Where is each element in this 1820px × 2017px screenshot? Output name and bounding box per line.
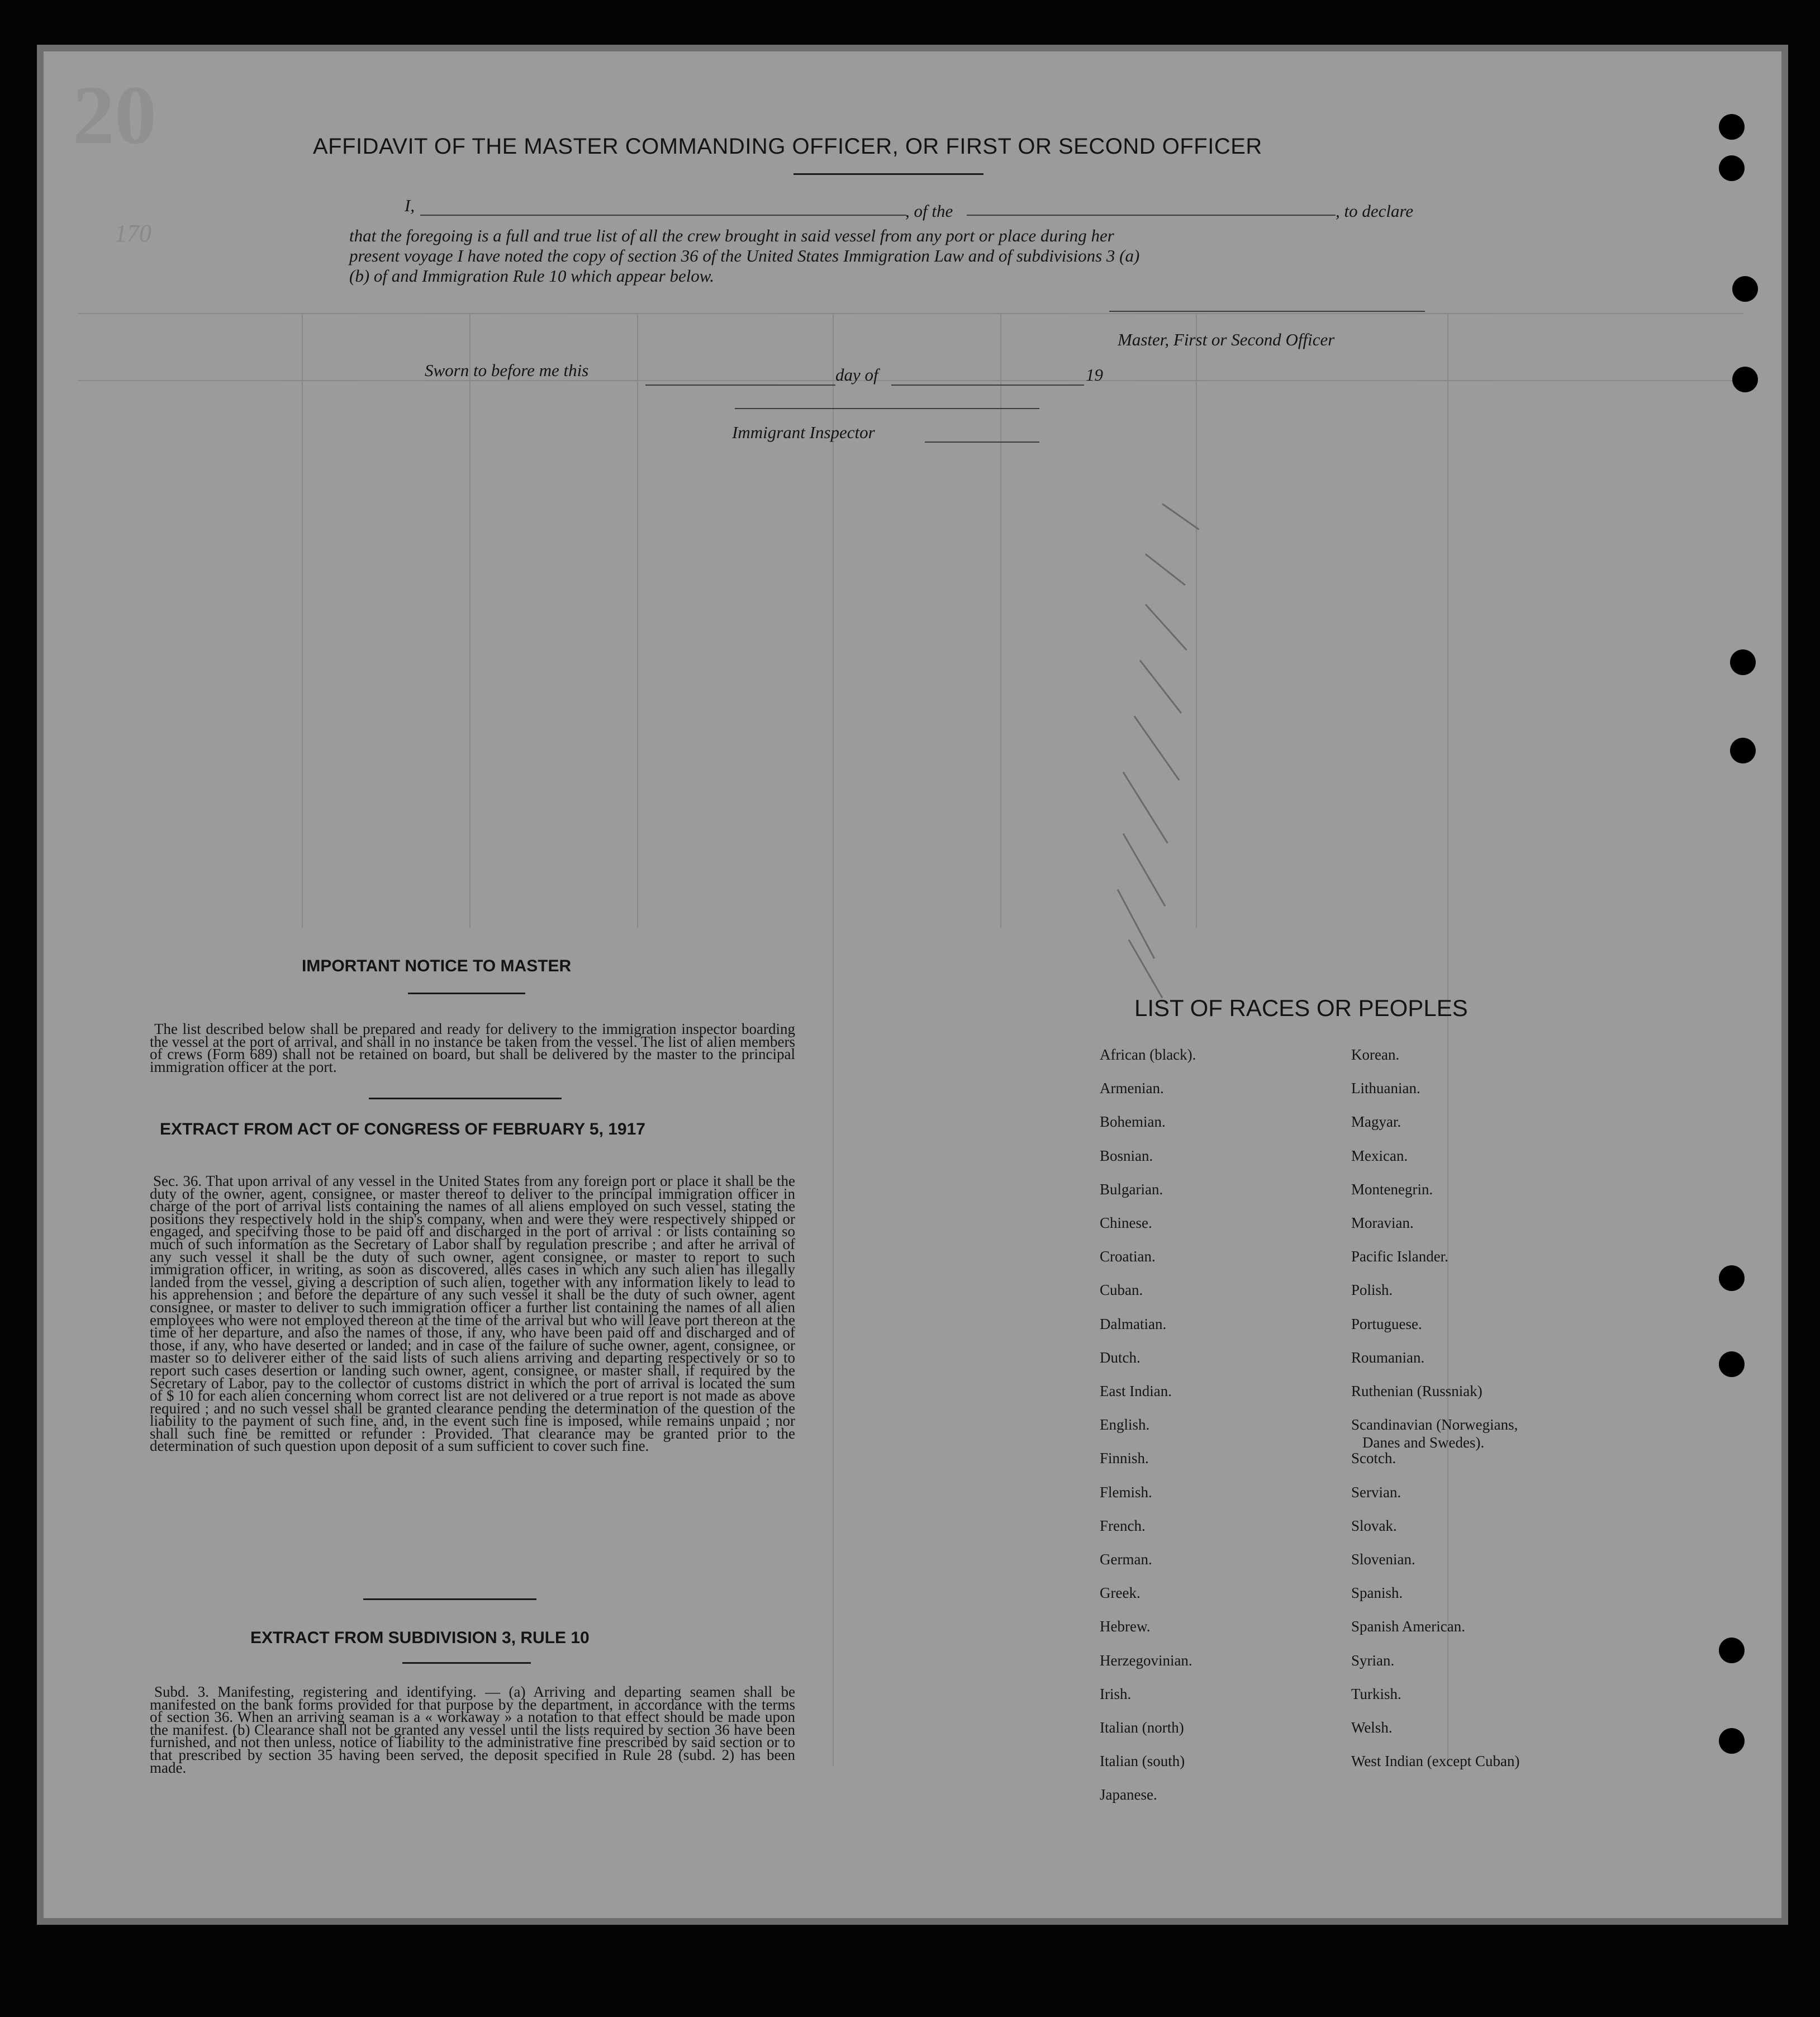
race-item: Dalmatian. [1100,1315,1167,1332]
race-item: Spanish. [1351,1584,1403,1602]
race-item: Lithuanian. [1351,1080,1420,1097]
punch-hole [1719,1728,1745,1754]
notice-body: The list described below shall be prepared and ready for delivery to the immigration inspector boarding the vessel at the port of arrival, and shall in no instance be taken from the vessel. The list of alien members of crews (Form 689) shall not be retained on board, but shall be delivered by the master to the principal immigration officer at the port. [150,1021,795,1075]
race-item: Roumanian. [1351,1349,1425,1366]
sworn-day-field[interactable] [645,385,835,386]
bleed-through-number: 170 [115,220,151,247]
title-underline [793,173,983,175]
race-item: Turkish. [1351,1685,1401,1702]
sworn-month-field[interactable] [891,385,1084,386]
race-item: Welsh. [1351,1719,1393,1736]
race-item: Magyar. [1351,1113,1401,1131]
punch-hole [1719,155,1745,181]
race-item: Flemish. [1100,1483,1152,1501]
inspector-label: Immigrant Inspector [732,423,875,442]
act-divider [363,1598,536,1600]
race-item: Mexican. [1351,1147,1408,1164]
name-field[interactable] [420,215,906,216]
signature-label: Master, First or Second Officer [1118,330,1335,349]
race-item: Bosnian. [1100,1147,1153,1164]
affidavit-line1-start: I, [405,196,415,215]
race-item: Dutch. [1100,1349,1141,1366]
race-item: Japanese. [1100,1786,1157,1804]
notice-heading: IMPORTANT NOTICE TO MASTER [302,957,572,975]
punch-hole [1732,276,1758,302]
race-item: Cuban. [1100,1282,1143,1299]
act-heading: EXTRACT FROM ACT OF CONGRESS OF FEBRUARY 5, 1917 [160,1120,645,1138]
race-item: Bulgarian. [1100,1180,1163,1198]
affidavit-title: AFFIDAVIT OF THE MASTER COMMANDING OFFICER, OR FIRST OR SECOND OFFICER [313,134,1262,159]
race-item: African (black). [1100,1046,1196,1063]
race-item: Slovak. [1351,1517,1397,1534]
race-item: Portuguese. [1351,1315,1422,1332]
race-item: Syrian. [1351,1651,1395,1669]
race-item: French. [1100,1517,1146,1534]
affidavit-line1-end: , to declare [1336,201,1414,221]
punch-hole [1719,1638,1745,1663]
race-item: Danes and Swedes). [1362,1434,1485,1451]
affidavit-line3: present voyage I have noted the copy of section 36 of the United States Immigration Law and of subdivisions 3 (a) [349,246,1140,265]
race-item: English. [1100,1416,1150,1434]
race-item: Moravian. [1351,1214,1414,1231]
race-item: Scandinavian (Norwegians, [1351,1416,1518,1434]
rule-heading: EXTRACT FROM SUBDIVISION 3, RULE 10 [250,1629,590,1647]
inspector-signature-field[interactable] [735,408,1039,409]
rule-underline [402,1662,531,1664]
race-item: Chinese. [1100,1214,1152,1231]
affidavit-line2: that the foregoing is a full and true list of all the crew brought in said vessel from any port or place during her [349,226,1114,245]
race-item: Servian. [1351,1483,1401,1501]
race-item: Armenian. [1100,1080,1164,1097]
race-item: Hebrew. [1100,1618,1151,1635]
race-item: Croatian. [1100,1248,1156,1265]
punch-hole [1732,367,1758,392]
punch-hole [1719,1351,1745,1377]
affidavit-line1-mid: , of the [905,201,953,221]
vessel-field[interactable] [967,215,1336,216]
races-heading: LIST OF RACES OR PEOPLES [1134,995,1468,1021]
race-item: Greek. [1100,1584,1141,1602]
race-item: Italian (south) [1100,1753,1185,1770]
race-item: Spanish American. [1351,1618,1465,1635]
sworn-day-of: day of [835,365,878,385]
punch-hole [1730,738,1756,763]
race-item: Montenegrin. [1351,1180,1433,1198]
race-item: West Indian (except Cuban) [1351,1753,1520,1770]
race-item: Slovenian. [1351,1551,1415,1568]
race-item: Italian (north) [1100,1719,1184,1736]
act-body: Sec. 36. That upon arrival of any vessel in the United States from any foreign port or place it shall be the duty of the owner, agent, consignee, or master thereof to deliver to the principal immigration officer in charge of the port of arrival lists containing the names of all aliens employed on such vessel, stating the positions they respectively hold in the ship's company, when and were they were respectively shipped or engaged, and specifving those to be paid off and discharged in the port of arrival : or lists containing so much of such information as the Secretary of Labor shall by regulation prescribe ; and after he arrival of any such vessel it shall be the duty of such owner, agent consignee, or master to report to such immigration officer, in writing, as soon as discovered, alles cases in which any such alien has illegally landed from the vessel, giving a description of such alien, together with any information likely to lead to his apprehension ; and before the departure of any such vessel it shall be the duty of such owner, agent consignee, or master to deliver to such immigration officer a further list containing the names of all alien employees who were not employed thereon at the time of the arrival but who will leave port thereon at the time of her departure, and also the names of those, if any, who have been paid off and discharged and of those, if any, who have deserted or landed; and in case of the failure of suche owner, agent, consignee, or master so to deliverer either of the said lists of such aliens arriving and departing respectively or so to report such cases desertion or landing such owner, agent, consignee, or master shall, if required by the Secretary of Labor, pay to the collector of customs district in which the port of arrival is located the sum of $ 10 for each alien concerning whom correct list are not delivered or a true report is not made as above required ; and no such vessel shall be granted clearance pending the determination of the question of the liability to the payment of such fine, and, in the event such fine is imposed, while remains unpaid ; nor shall such fine be remitted or refunder : Provided. That clearance may be granted prior to the determination of such question upon deposit of a sum sufficient to cover such fine. [150,1173,795,1455]
race-item: Scotch. [1351,1450,1396,1467]
race-item: Korean. [1351,1046,1400,1063]
race-item: East Indian. [1100,1383,1172,1399]
sworn-year-prefix: 19 [1086,365,1103,385]
race-item: Ruthenian (Russniak) [1351,1383,1482,1399]
punch-hole [1719,114,1745,140]
affidavit-line4: (b) of and Immigration Rule 10 which appear below. [349,266,714,286]
notice-underline [408,993,525,994]
race-item: German. [1100,1551,1152,1568]
race-item: Herzegovinian. [1100,1651,1192,1669]
corner-page-number: 20 [73,69,156,162]
notice-divider [369,1098,562,1099]
race-item: Bohemian. [1100,1113,1166,1131]
inspector-label-line [925,442,1039,443]
punch-hole [1730,649,1756,675]
punch-hole [1719,1265,1745,1291]
race-item: Irish. [1100,1685,1132,1702]
race-item: Pacific Islander. [1351,1248,1448,1265]
race-item: Finnish. [1100,1450,1149,1467]
race-item: Polish. [1351,1282,1393,1299]
signature-field[interactable] [1109,311,1425,312]
sworn-text: Sworn to before me this [425,360,589,380]
rule-body: Subd. 3. Manifesting, registering and identifying. — (a) Arriving and departing seamen shall be manifested on the bank forms provided for that purpose by the department, in accordance with the terms of section 36. When an arriving seaman is a « workaway » a notation to that effect should be made upon the manifest. (b) Clearance shall not be granted any vessel until the lists required by section 36 have been furnished, and not then unless, notice of liability to the administrative fine prescribed by said section or to that prescribed by section 35 having been served, the deposit specified in Rule 28 (subd. 2) has been made. [150,1683,795,1776]
